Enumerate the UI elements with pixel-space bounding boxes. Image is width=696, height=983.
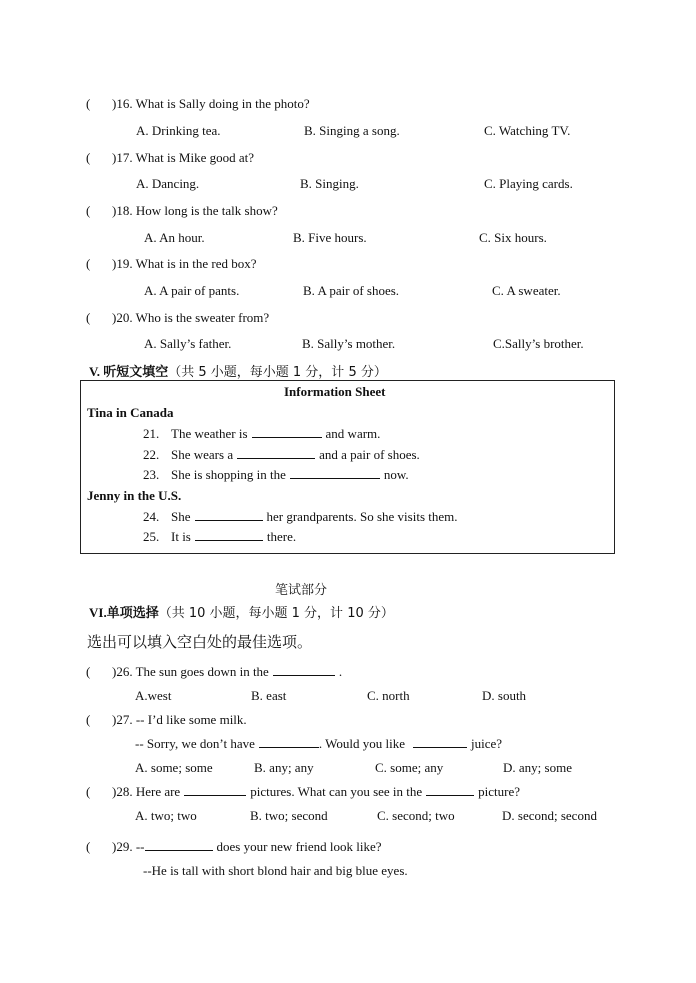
item-number: 24.: [143, 509, 160, 524]
paren: (: [86, 664, 91, 679]
paren: (: [86, 256, 91, 271]
option-b: B. two; second: [250, 808, 328, 823]
stem-part: )28. Here are: [112, 784, 181, 799]
option-c: C. A sweater.: [492, 283, 561, 298]
fill-blank[interactable]: [195, 509, 263, 521]
option-c: C. Six hours.: [479, 230, 547, 245]
option-c: C. some; any: [375, 760, 444, 775]
option-a: A. An hour.: [144, 230, 205, 245]
fill-blank[interactable]: [259, 736, 319, 748]
stem-part: -- Sorry, we don’t have: [135, 736, 255, 751]
option-d: D. any; some: [503, 760, 572, 775]
section-title: 听短文填空: [103, 365, 169, 380]
stem-part: .: [338, 664, 343, 679]
written-part-title: 笔试部分: [275, 583, 328, 598]
section-number: VI.: [89, 605, 107, 620]
item-text: [171, 509, 458, 525]
fill-blank[interactable]: [237, 447, 315, 459]
item-before: She is shopping in the: [171, 467, 286, 482]
option-a: A. A pair of pants.: [144, 283, 240, 298]
item-number: 22.: [143, 447, 160, 462]
option-b: B. Sally’s mother.: [302, 336, 396, 351]
fill-blank[interactable]: [273, 664, 335, 676]
section-6-heading: [89, 602, 394, 621]
item-after: and a pair of shoes.: [319, 447, 420, 462]
question-stem: )18. How long is the talk show?: [112, 203, 278, 218]
item-text: [171, 447, 420, 463]
item-before: It is: [171, 529, 191, 544]
option-a: A. Sally’s father.: [144, 336, 232, 351]
item-after: her grandparents. So she visits them.: [266, 509, 458, 524]
item-before: She: [171, 509, 191, 524]
stem-part: . Would you like: [318, 736, 405, 751]
question-stem: )20. Who is the sweater from?: [112, 310, 270, 325]
option-b: B. any; any: [254, 760, 314, 775]
item-before: She wears a: [171, 447, 234, 462]
item-number: 25.: [143, 529, 160, 544]
option-b: B. Singing.: [300, 176, 359, 191]
paren: (: [86, 150, 91, 165]
question-stem: )27. -- I’d like some milk.: [112, 712, 247, 727]
option-c: C.Sally’s brother.: [493, 336, 584, 351]
stem-part: does your new friend look like?: [216, 839, 382, 854]
item-after: there.: [266, 529, 297, 544]
option-c: C. second; two: [377, 808, 455, 823]
option-b: B. east: [251, 688, 287, 703]
stem-part: )29. --: [112, 839, 145, 854]
stem-part: pictures. What can you see in the: [250, 784, 423, 799]
section-number: V.: [89, 364, 100, 379]
paren: (: [86, 784, 91, 799]
question-stem: )19. What is in the red box?: [112, 256, 257, 271]
question-stem: )17. What is Mike good at?: [112, 150, 255, 165]
item-text: [171, 467, 409, 483]
option-a: A. some; some: [135, 760, 213, 775]
option-d: D. second; second: [502, 808, 597, 823]
fill-blank[interactable]: [145, 839, 213, 851]
option-a: A. Dancing.: [136, 176, 200, 191]
instruction: 选出可以填入空白处的最佳选项。: [87, 633, 313, 651]
section-scoring: （共 10 小题，每小题 1 分，计 10 分）: [158, 606, 394, 621]
stem-part: juice?: [470, 736, 503, 751]
fill-blank[interactable]: [252, 426, 322, 438]
paren: (: [86, 96, 91, 111]
item-after: now.: [383, 467, 409, 482]
item-text: [171, 529, 296, 545]
paren: (: [86, 839, 91, 854]
option-b: B. Five hours.: [293, 230, 367, 245]
option-d: D. south: [482, 688, 527, 703]
paren: (: [86, 203, 91, 218]
paren: (: [86, 310, 91, 325]
question-stem: )16. What is Sally doing in the photo?: [112, 96, 310, 111]
section-title: 单项选择: [106, 606, 159, 621]
item-after: and warm.: [325, 426, 381, 441]
option-a: A. Drinking tea.: [136, 123, 221, 138]
fill-blank[interactable]: [413, 736, 467, 748]
question-line: [135, 736, 502, 752]
question-stem: [112, 784, 520, 800]
section-scoring: （共 5 小题，每小题 1 分，计 5 分）: [168, 365, 387, 380]
option-b: B. Singing a song.: [304, 123, 400, 138]
item-text: [171, 426, 380, 442]
option-a: A. two; two: [135, 808, 197, 823]
section-5-heading: [89, 361, 387, 380]
fill-blank[interactable]: [426, 784, 474, 796]
item-before: The weather is: [171, 426, 248, 441]
info-sheet-title: Information Sheet: [284, 384, 386, 399]
fill-blank[interactable]: [195, 529, 263, 541]
group-heading: Tina in Canada: [87, 405, 174, 420]
item-number: 23.: [143, 467, 160, 482]
group-heading: Jenny in the U.S.: [87, 488, 182, 503]
option-b: B. A pair of shoes.: [303, 283, 400, 298]
stem-part: picture?: [478, 784, 521, 799]
stem-part: )26. The sun goes down in the: [112, 664, 269, 679]
option-c: C. north: [367, 688, 410, 703]
answer-line: --He is tall with short blond hair and big blue eyes.: [143, 863, 408, 878]
fill-blank[interactable]: [184, 784, 246, 796]
question-stem: [112, 839, 381, 855]
option-c: C. Watching TV.: [484, 123, 571, 138]
fill-blank[interactable]: [290, 467, 380, 479]
item-number: 21.: [143, 426, 160, 441]
question-stem: [112, 664, 342, 680]
option-a: A.west: [135, 688, 172, 703]
option-c: C. Playing cards.: [484, 176, 573, 191]
paren: (: [86, 712, 91, 727]
